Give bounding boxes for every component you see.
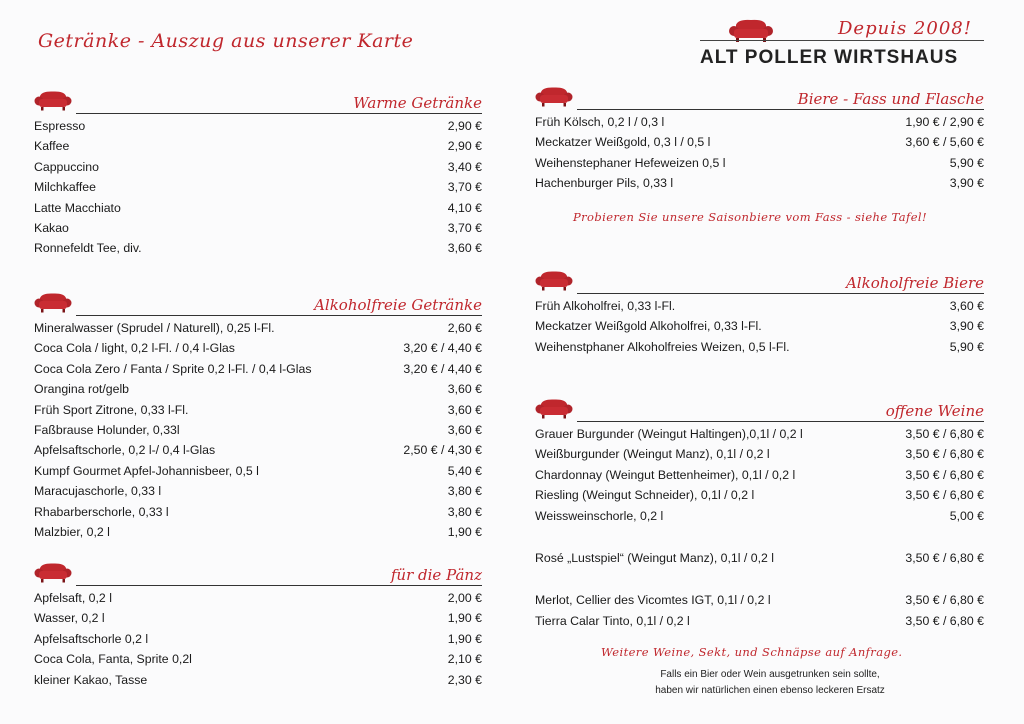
item-price: 1,90 €	[447, 611, 482, 626]
brand-name: ALT POLLER WIRTSHAUS	[700, 47, 959, 68]
red-sofa-icon	[34, 292, 72, 319]
section-title: für die Pänz	[390, 566, 482, 584]
menu-item	[34, 481, 482, 501]
menu-item	[34, 400, 482, 420]
item-price: 3,50 € / 6,80 €	[905, 488, 984, 503]
item-name: Latte Macchiato	[34, 200, 121, 215]
item-price: 3,60 €	[447, 382, 482, 397]
menu-item	[34, 649, 482, 669]
item-name: kleiner Kakao, Tasse	[34, 672, 148, 687]
menu-item	[34, 177, 482, 197]
section-title: offene Weine	[885, 402, 984, 420]
item-name: Cappuccino	[34, 159, 99, 174]
item-price: 2,50 € / 4,30 €	[403, 443, 482, 458]
item-price: 3,80 €	[447, 484, 482, 499]
menu-list	[34, 116, 482, 259]
item-price: 2,60 €	[447, 321, 482, 335]
item-name: Kakao	[34, 220, 69, 235]
item-name: Merlot, Cellier des Vicomtes IGT, 0,1l / 0,2 l	[535, 593, 771, 608]
item-name: Rhabarberschorle, 0,33 l	[34, 504, 169, 519]
menu-item	[34, 136, 482, 156]
item-price: 3,60 €	[447, 402, 482, 417]
menu-item	[535, 611, 984, 631]
item-name: Kumpf Gourmet Apfel-Johannisbeer, 0,5 l	[34, 463, 259, 478]
menu-item	[535, 316, 984, 336]
section-title: Biere - Fass und Flasche	[797, 90, 984, 108]
item-price: 2,00 €	[447, 591, 482, 605]
menu-item	[535, 506, 984, 526]
item-price: 3,50 € / 6,80 €	[905, 593, 984, 608]
section-divider	[76, 315, 482, 316]
item-price: 3,80 €	[447, 504, 482, 519]
item-price: 1,90 €	[447, 631, 482, 646]
item-price: 3,50 € / 6,80 €	[905, 613, 984, 628]
item-price: 2,10 €	[447, 652, 482, 667]
menu-item	[34, 461, 482, 481]
item-price: 3,40 €	[447, 159, 482, 174]
menu-item	[535, 465, 984, 485]
item-name: Espresso	[34, 119, 86, 133]
menu-item	[34, 116, 482, 136]
menu-item	[34, 502, 482, 522]
item-name: Chardonnay (Weingut Bettenheimer), 0,1l / 0,2 l	[535, 467, 796, 482]
section-fuer-die-paenz	[34, 562, 482, 690]
menu-list	[535, 424, 984, 526]
red-sofa-icon	[535, 270, 573, 297]
item-name: Grauer Burgunder (Weingut Haltingen),0,1l / 0,2 l	[535, 427, 803, 441]
menu-item	[535, 424, 984, 444]
item-name: Weihenstphaner Alkoholfreies Weizen, 0,5 l-Fl.	[535, 339, 790, 354]
item-price: 3,50 € / 6,80 €	[905, 467, 984, 482]
menu-list	[535, 112, 984, 194]
item-price: 3,50 € / 6,80 €	[905, 550, 984, 565]
menu-item	[535, 296, 984, 316]
footer-line-2: haben wir natürlichen einen ebenso leckeren Ersatz	[655, 685, 885, 696]
item-price: 2,90 €	[447, 119, 482, 133]
item-price: 3,60 € / 5,60 €	[905, 135, 984, 150]
item-price: 3,60 €	[447, 241, 482, 256]
menu-item	[34, 420, 482, 440]
footer-note	[600, 667, 940, 699]
item-name: Mineralwasser (Sprudel / Naturell), 0,25 l-Fl.	[34, 321, 275, 335]
item-name: Apfelsaftschorle, 0,2 l-/ 0,4 l-Glas	[34, 443, 216, 458]
menu-item	[34, 629, 482, 649]
menu-list	[34, 318, 482, 542]
item-name: Weissweinschorle, 0,2 l	[535, 508, 664, 523]
footer-line-1: Falls ein Bier oder Wein ausgetrunken sein sollte,	[660, 669, 880, 680]
item-name: Faßbrause Holunder, 0,33l	[34, 422, 180, 437]
menu-item	[34, 198, 482, 218]
menu-item	[34, 318, 482, 338]
menu-item	[34, 238, 482, 258]
menu-item	[34, 588, 482, 608]
item-price: 5,90 €	[949, 155, 984, 170]
item-name: Früh Kölsch, 0,2 l / 0,3 l	[535, 115, 665, 129]
item-name: Riesling (Weingut Schneider), 0,1l / 0,2 l	[535, 488, 755, 503]
menu-list	[535, 296, 984, 357]
item-price: 5,90 €	[949, 339, 984, 354]
item-name: Coca Cola / light, 0,2 l-Fl. / 0,4 l-Glas	[34, 341, 235, 356]
menu-item	[535, 153, 984, 173]
item-name: Orangina rot/gelb	[34, 382, 130, 397]
menu-item	[535, 337, 984, 357]
item-name: Früh Alkoholfrei, 0,33 l-Fl.	[535, 299, 676, 313]
menu-list	[34, 588, 482, 690]
item-price: 1,90 € / 2,90 €	[905, 115, 984, 129]
section-divider	[76, 113, 482, 114]
item-name: Ronnefeldt Tee, div.	[34, 241, 142, 256]
brand-tagline: Depuis 2008!	[838, 18, 972, 39]
menu-item	[535, 132, 984, 152]
red-sofa-icon	[34, 90, 72, 117]
brand-sofa-icon	[728, 18, 774, 49]
section-title: Alkoholfreie Getränke	[314, 296, 482, 314]
section-offene-weine	[535, 398, 984, 659]
item-price: 1,90 €	[447, 524, 482, 539]
red-sofa-icon	[535, 86, 573, 113]
item-price: 3,90 €	[949, 319, 984, 334]
section-divider	[577, 293, 984, 294]
section-divider	[76, 585, 482, 586]
menu-item	[535, 444, 984, 464]
item-name: Coca Cola Zero / Fanta / Sprite 0,2 l-Fl. / 0,4 l-Glas	[34, 361, 312, 376]
menu-item	[34, 338, 482, 358]
item-price: 4,10 €	[447, 200, 482, 215]
menu-item	[535, 112, 984, 132]
menu-item	[34, 440, 482, 460]
menu-item	[34, 218, 482, 238]
section-divider	[577, 421, 984, 422]
item-name: Meckatzer Weißgold, 0,3 l / 0,5 l	[535, 135, 711, 150]
menu-item-rose	[535, 548, 984, 568]
menu-list	[535, 590, 984, 631]
item-name: Meckatzer Weißgold Alkoholfrei, 0,33 l-Fl.	[535, 319, 762, 334]
page-title: Getränke - Auszug aus unserer Karte	[38, 30, 414, 52]
item-name: Rosé „Lustspiel“ (Weingut Manz), 0,1l / 0,2 l	[535, 550, 774, 565]
item-price: 2,90 €	[447, 139, 482, 154]
item-name: Maracujaschorle, 0,33 l	[34, 484, 162, 499]
item-price: 5,40 €	[447, 463, 482, 478]
item-name: Apfelsaftschorle 0,2 l	[34, 631, 149, 646]
menu-item	[34, 157, 482, 177]
red-sofa-icon	[34, 562, 72, 589]
menu-item	[535, 173, 984, 193]
section-title: Warme Getränke	[353, 94, 482, 112]
section-alkoholfreie-getraenke	[34, 292, 482, 542]
menu-item	[535, 590, 984, 610]
section-divider	[577, 109, 984, 110]
section-warme-getraenke	[34, 90, 482, 259]
item-name: Apfelsaft, 0,2 l	[34, 591, 112, 605]
item-price: 2,30 €	[447, 672, 482, 687]
item-name: Kaffee	[34, 139, 70, 154]
item-name: Tierra Calar Tinto, 0,1l / 0,2 l	[535, 613, 690, 628]
item-price: 3,90 €	[949, 176, 984, 191]
item-price: 3,60 €	[949, 299, 984, 313]
menu-item	[535, 485, 984, 505]
menu-item	[34, 522, 482, 542]
section-alkoholfreie-biere	[535, 270, 984, 357]
item-name: Weißburgunder (Weingut Manz), 0,1l / 0,2 l	[535, 447, 770, 462]
item-name: Hachenburger Pils, 0,33 l	[535, 176, 674, 191]
more-drinks-note: Weitere Weine, Sekt, und Schnäpse auf Anfrage.	[601, 645, 903, 660]
section-title: Alkoholfreie Biere	[845, 274, 984, 292]
item-price: 3,50 € / 6,80 €	[905, 427, 984, 441]
item-price: 3,20 € / 4,40 €	[403, 361, 482, 376]
menu-item	[34, 608, 482, 628]
item-name: Wasser, 0,2 l	[34, 611, 105, 626]
item-price: 3,70 €	[447, 180, 482, 195]
section-biere	[535, 86, 984, 224]
item-name: Milchkaffee	[34, 180, 96, 195]
menu-item	[34, 379, 482, 399]
item-name: Früh Sport Zitrone, 0,33 l-Fl.	[34, 402, 189, 417]
seasonal-beer-note: Probieren Sie unsere Saisonbiere vom Fass - siehe Tafel!	[573, 209, 927, 224]
brand-divider	[700, 40, 984, 41]
menu-item	[34, 670, 482, 690]
item-name: Weihenstephaner Hefeweizen 0,5 l	[535, 155, 726, 170]
item-price: 3,20 € / 4,40 €	[403, 341, 482, 356]
item-price: 3,50 € / 6,80 €	[905, 447, 984, 462]
item-name: Coca Cola, Fanta, Sprite 0,2l	[34, 652, 192, 667]
red-sofa-icon	[535, 398, 573, 425]
item-name: Malzbier, 0,2 l	[34, 524, 110, 539]
item-price: 5,00 €	[949, 508, 984, 523]
item-price: 3,70 €	[447, 220, 482, 235]
item-price: 3,60 €	[447, 422, 482, 437]
menu-item	[34, 359, 482, 379]
